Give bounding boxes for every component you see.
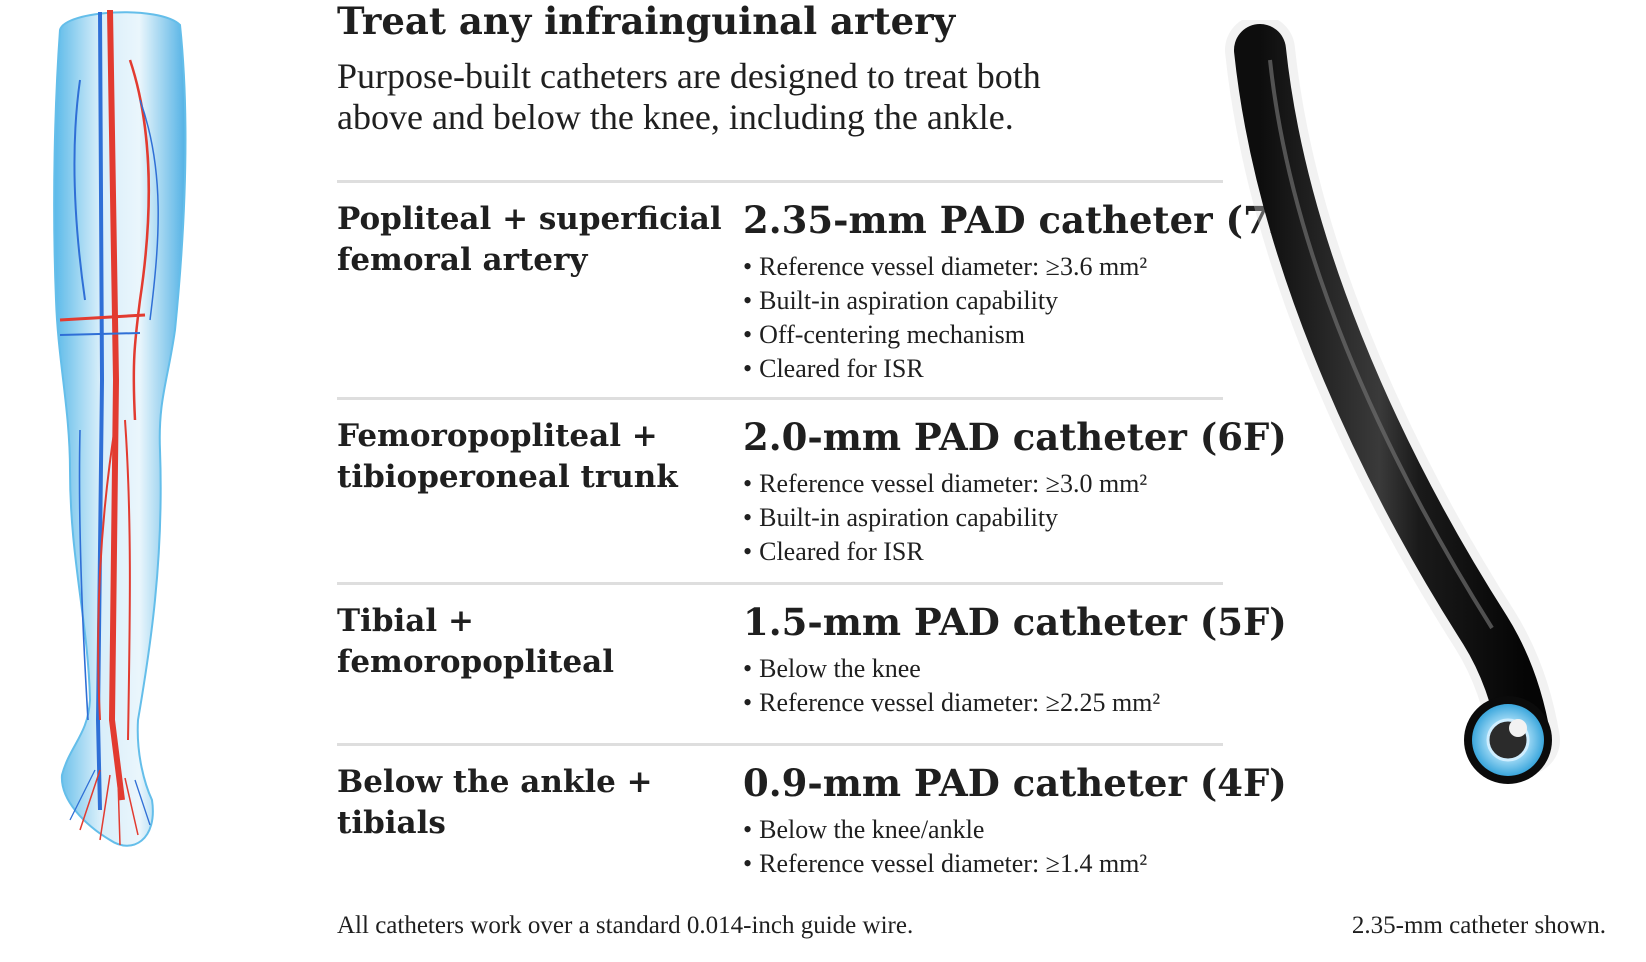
feature-item: • Built-in aspiration capability: [743, 284, 1147, 318]
image-caption: 2.35-mm catheter shown.: [1351, 912, 1606, 939]
catheter-row: [337, 180, 1313, 396]
feature-item: • Reference vessel diameter: ≥3.6 mm²: [743, 250, 1147, 284]
artery-label: [337, 762, 717, 844]
catheter-row: [337, 743, 1287, 886]
feature-item: • Cleared for ISR: [743, 352, 1147, 386]
feature-item: • Cleared for ISR: [743, 535, 1147, 569]
catheter-photo: [1220, 20, 1640, 840]
footnote: All catheters work over a standard 0.014-inch guide wire.: [337, 912, 914, 939]
artery-label: [337, 601, 717, 683]
feature-item: • Off-centering mechanism: [743, 318, 1147, 352]
artery-label-line: tibials: [337, 805, 446, 841]
catheter-name: 2.35-mm PAD catheter (7F): [743, 198, 1313, 242]
artery-label: [337, 199, 722, 281]
artery-label-line: Below the ankle +: [337, 764, 653, 800]
feature-item: • Below the knee/ankle: [743, 813, 1147, 847]
artery-label-line: Tibial +: [337, 603, 474, 639]
catheter-row: [337, 397, 1287, 582]
page-title: Treat any infrainguinal artery: [337, 0, 956, 43]
artery-label-line: femoropopliteal: [337, 644, 615, 680]
leg-vascular-illustration: [40, 0, 210, 870]
feature-list: [743, 652, 1160, 720]
artery-label-line: Popliteal + superficial: [337, 201, 722, 237]
artery-label: [337, 416, 717, 498]
catheter-name: 0.9-mm PAD catheter (4F): [743, 761, 1287, 805]
feature-item: • Reference vessel diameter: ≥1.4 mm²: [743, 847, 1147, 881]
feature-item: • Built-in aspiration capability: [743, 501, 1147, 535]
subtitle-line: Purpose-built catheters are designed to treat both: [337, 56, 1041, 96]
artery-label-line: femoral artery: [337, 242, 588, 278]
feature-item: • Reference vessel diameter: ≥2.25 mm²: [743, 686, 1160, 720]
subtitle-line: above and below the knee, including the ankle.: [337, 97, 1014, 137]
feature-list: [743, 467, 1147, 569]
feature-item: • Below the knee: [743, 652, 1160, 686]
page-subtitle: [337, 56, 1223, 138]
feature-list: [743, 813, 1147, 881]
feature-list: [743, 250, 1147, 386]
catheter-row: [337, 582, 1287, 743]
feature-item: • Reference vessel diameter: ≥3.0 mm²: [743, 467, 1147, 501]
catheter-name: 1.5-mm PAD catheter (5F): [743, 600, 1287, 644]
catheter-name: 2.0-mm PAD catheter (6F): [743, 415, 1287, 459]
artery-label-line: Femoropopliteal +: [337, 418, 658, 454]
artery-label-line: tibioperoneal trunk: [337, 459, 678, 495]
